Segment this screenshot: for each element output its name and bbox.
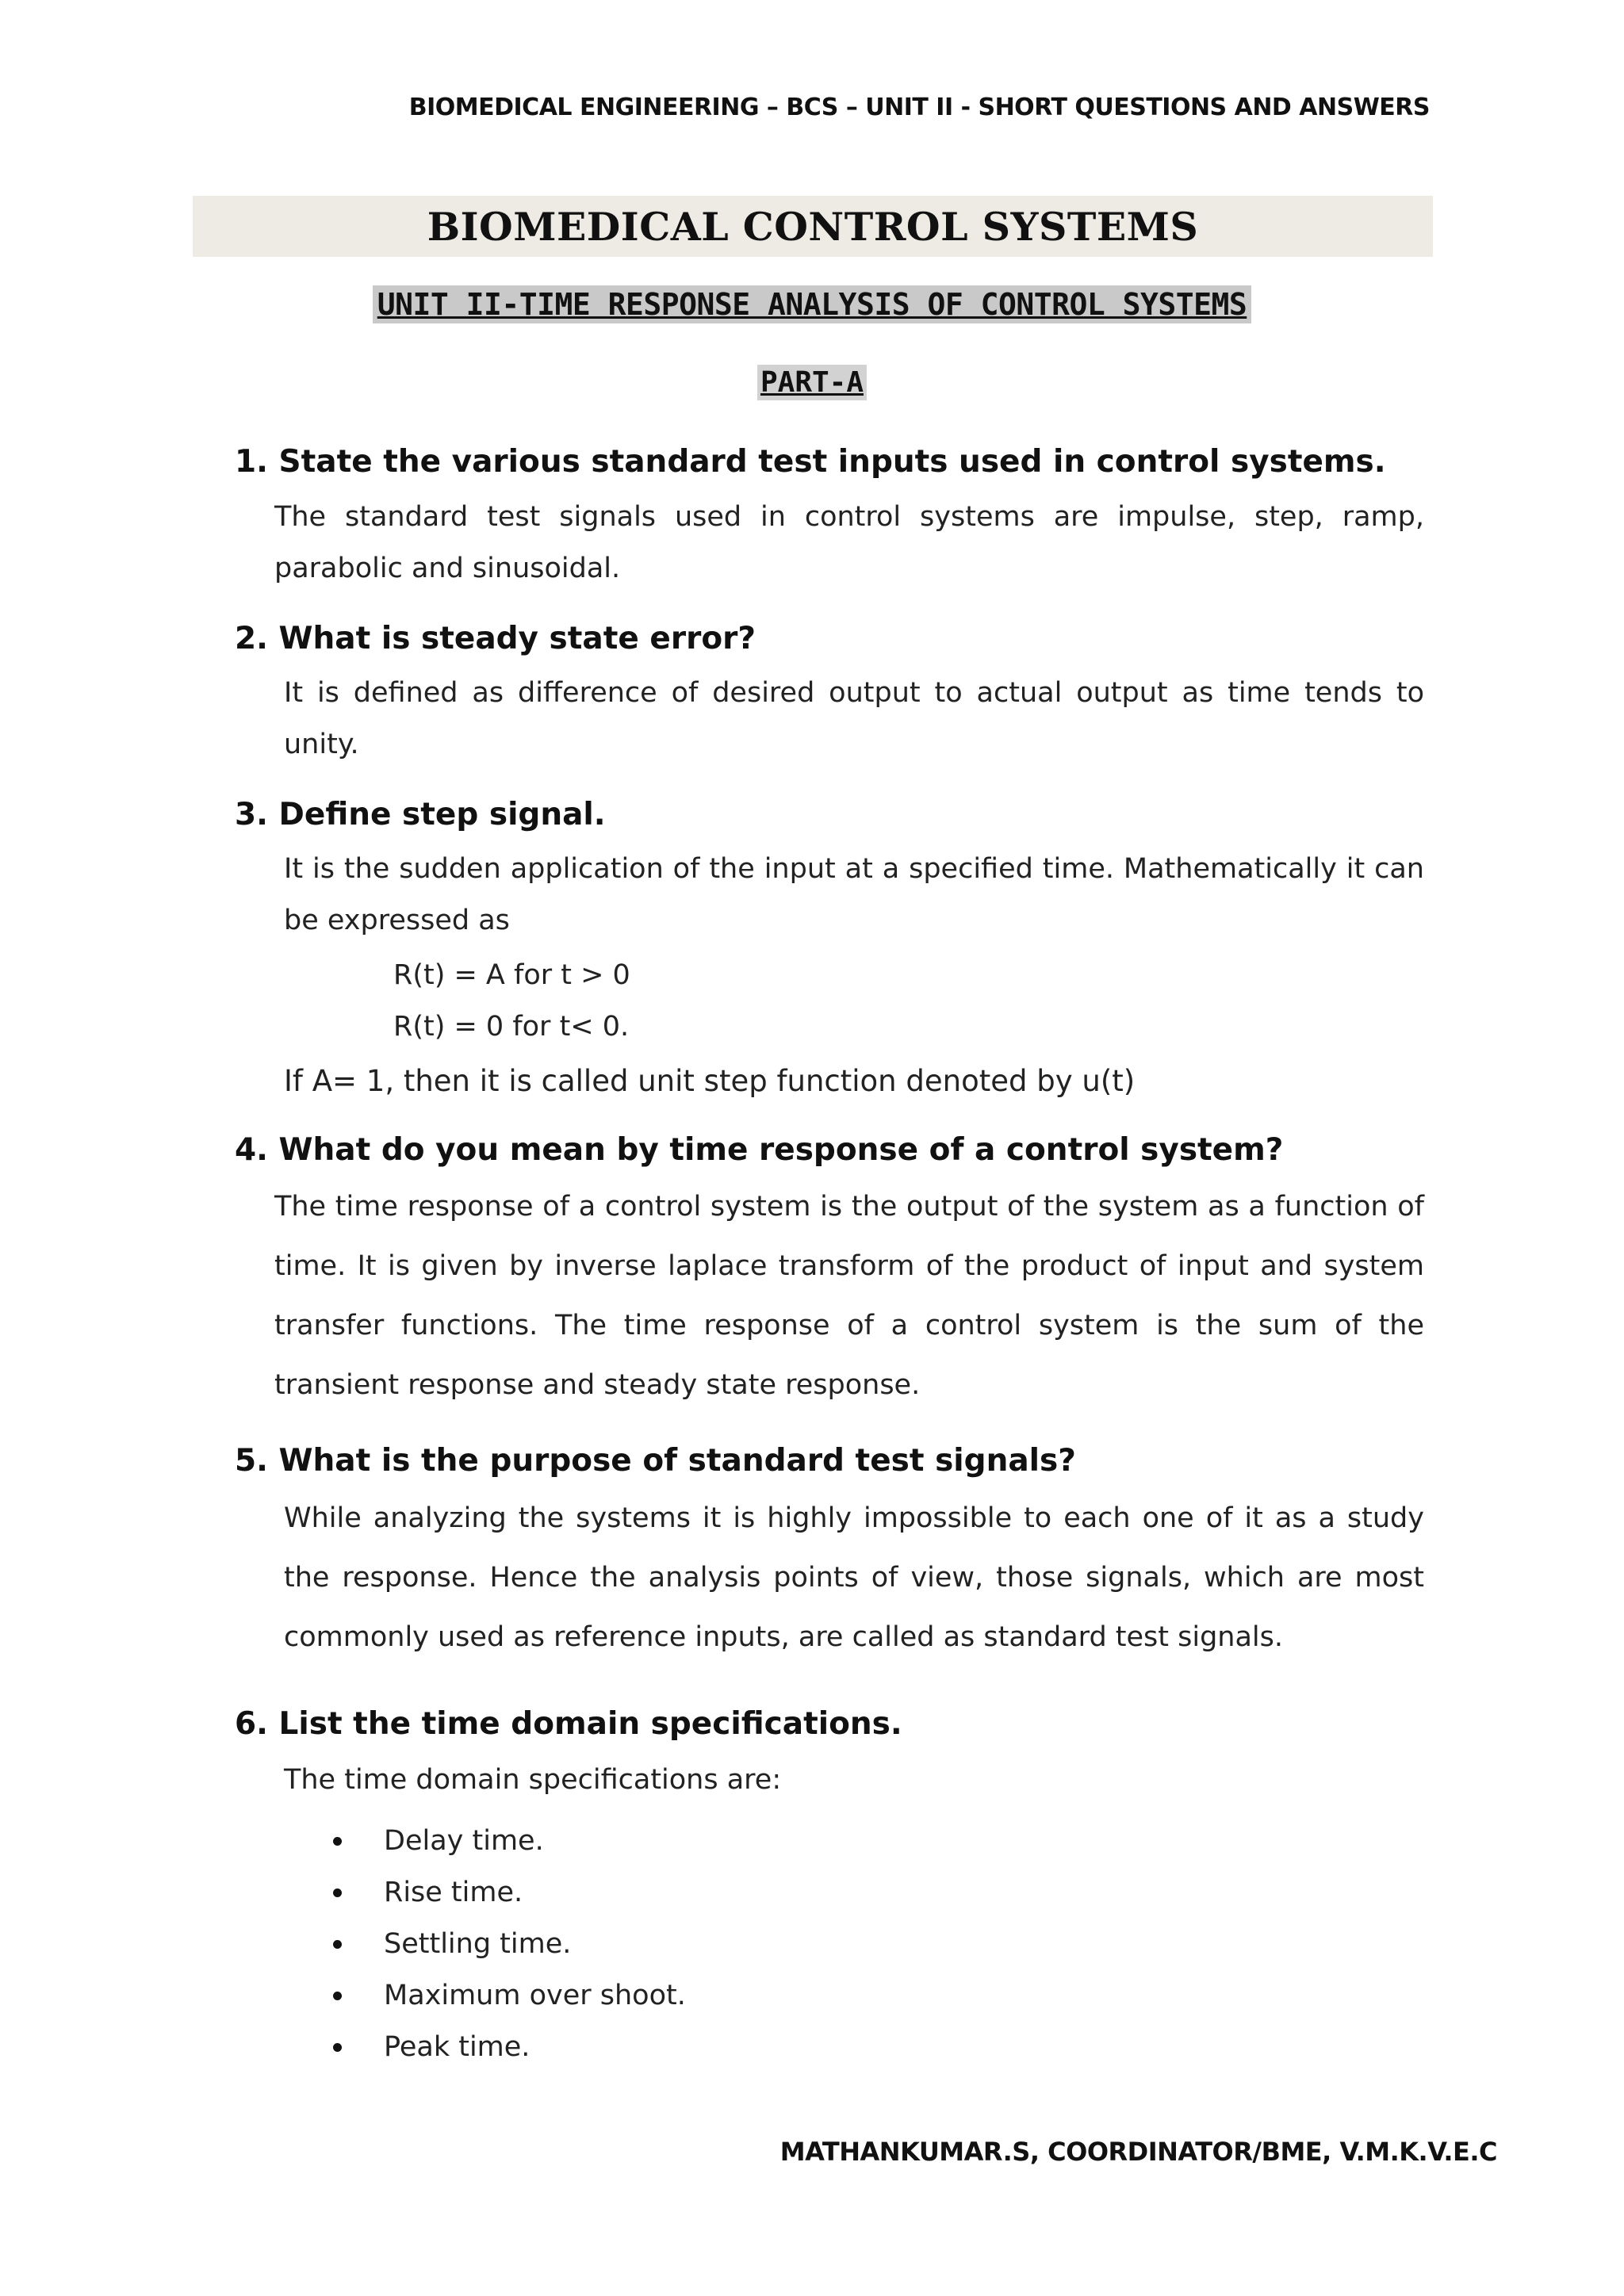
list-item-text: Rise time.: [384, 1877, 523, 1908]
equation-step-negative: R(t) = 0 for t< 0.: [393, 1011, 630, 1043]
bullet-icon: [333, 2043, 342, 2052]
part-heading: [0, 365, 1624, 400]
list-item-text: Delay time.: [384, 1825, 544, 1857]
unit-heading: [0, 285, 1624, 323]
answer-2: It is defined as difference of desired output to actual output as time tends to unity.: [284, 677, 1424, 760]
unit-heading-text: UNIT II-TIME RESPONSE ANALYSIS OF CONTROL SYSTEMS: [373, 285, 1252, 323]
equation-step-positive: R(t) = A for t > 0: [393, 959, 630, 991]
list-item: [333, 1919, 686, 1970]
bullet-icon: [333, 1837, 342, 1846]
time-domain-spec-list: [333, 1816, 686, 2073]
running-header: BIOMEDICAL ENGINEERING – BCS – UNIT II - SHORT QUESTIONS AND ANSWERS: [408, 94, 1430, 121]
answer-5: While analyzing the systems it is highly impossible to each one of it as a study the response. Hence the analysis points of view, those signals, which are most commonly used as reference inputs, are called as standard test signals.: [284, 1502, 1424, 1653]
answer-6: The time domain specifications are:: [284, 1764, 782, 1796]
list-item: [333, 2022, 686, 2073]
answer-1: The standard test signals used in control systems are impulse, step, ramp, parabolic and sinusoidal.: [274, 501, 1424, 584]
question-1: 1. State the various standard test inputs used in control systems.: [235, 444, 1386, 480]
question-3: 3. Define step signal.: [235, 797, 606, 832]
bullet-icon: [333, 1888, 342, 1897]
part-heading-text: PART-A: [757, 365, 867, 400]
list-item-text: Maximum over shoot.: [384, 1980, 686, 2011]
bullet-icon: [333, 1940, 342, 1949]
list-item: [333, 1867, 686, 1919]
list-item: [333, 1816, 686, 1867]
question-6: 6. List the time domain specifications.: [235, 1706, 902, 1742]
footer-author: MATHANKUMAR.S, COORDINATOR/BME, V.M.K.V.E.C: [779, 2137, 1497, 2167]
list-item-text: Peak time.: [384, 2031, 530, 2063]
unit-step-note: If A= 1, then it is called unit step function denoted by u(t): [284, 1064, 1136, 1098]
answer-4: The time response of a control system is the output of the system as a function of time. It is given by inverse laplace transform of the product of input and system transfer functions. The time response of a control system is the sum of the transient response and steady state response.: [274, 1191, 1424, 1401]
question-5: 5. What is the purpose of standard test signals?: [235, 1443, 1076, 1479]
bullet-icon: [333, 1992, 342, 2000]
answer-3: It is the sudden application of the input at a specified time. Mathematically it can be expressed as: [284, 853, 1424, 936]
question-2: 2. What is steady state error?: [235, 621, 756, 656]
question-4: 4. What do you mean by time response of a control system?: [235, 1132, 1284, 1168]
title-banner: [193, 196, 1433, 257]
document-title: BIOMEDICAL CONTROL SYSTEMS: [427, 203, 1199, 250]
list-item: [333, 1970, 686, 2022]
list-item-text: Settling time.: [384, 1928, 572, 1960]
